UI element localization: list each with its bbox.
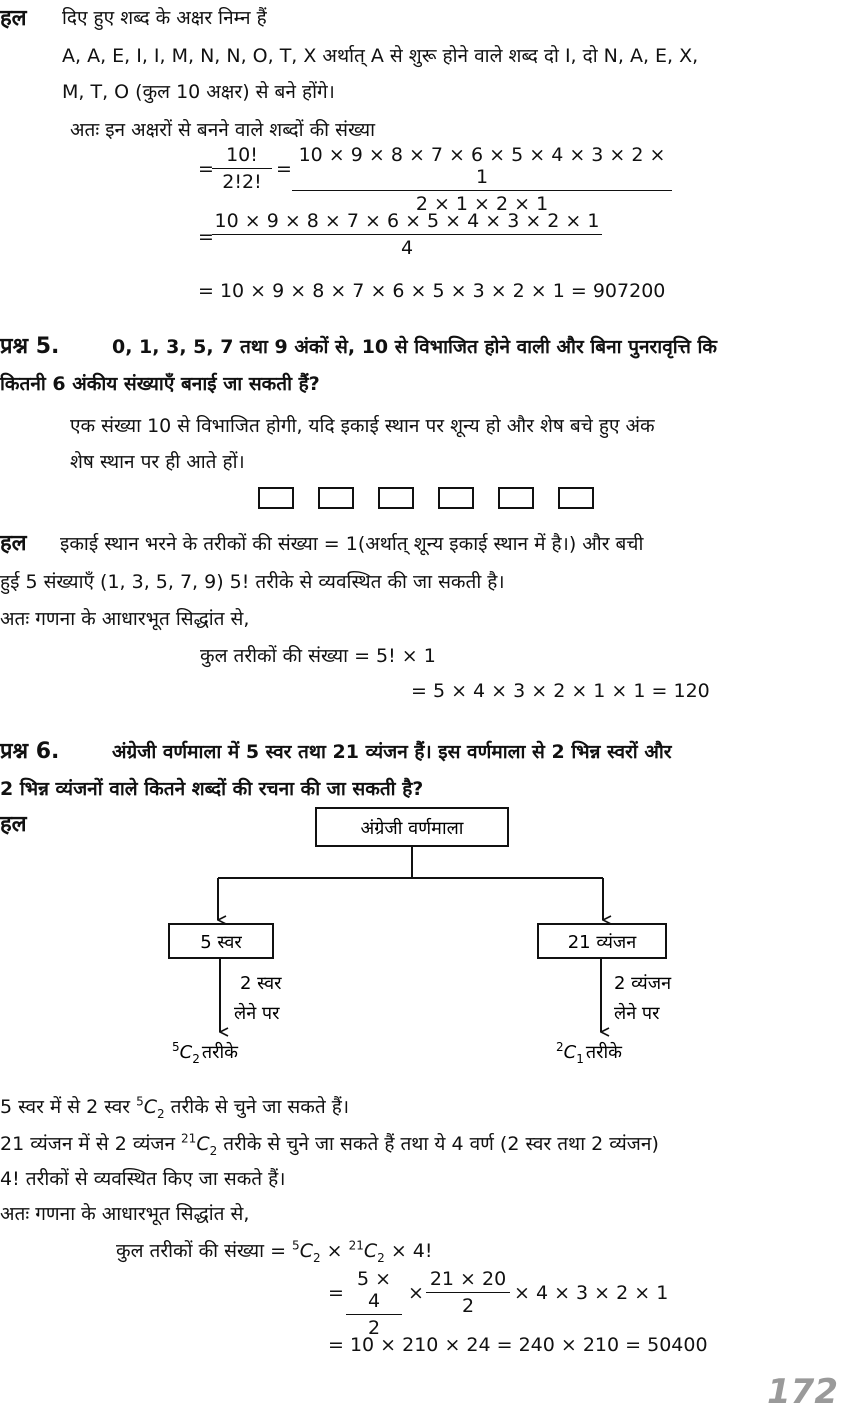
combination-label: $^5C_2$ तरीके bbox=[172, 1040, 238, 1066]
numerator: 10 × 9 × 8 × 7 × 6 × 5 × 4 × 3 × 2 × 1 bbox=[214, 210, 600, 232]
text-line: दिए हुए शब्द के अक्षर निम्न हैं bbox=[62, 7, 267, 29]
choose-label: लेने पर bbox=[234, 1003, 280, 1024]
text-line: अतः गणना के आधारभूत सिद्धांत से, bbox=[0, 1203, 250, 1225]
denominator: 2 bbox=[367, 1317, 381, 1339]
question-text: अंग्रेजी वर्णमाला में 5 स्वर तथा 21 व्यंजन हैं। इस वर्णमाला से 2 भिन्न स्वरों और bbox=[112, 741, 672, 763]
text-segment: 21 व्यंजन में से 2 व्यंजन bbox=[0, 1133, 182, 1155]
subscript: 2 bbox=[157, 1106, 165, 1121]
denominator: 2!2! bbox=[222, 171, 262, 193]
operator: × bbox=[320, 1240, 349, 1262]
equals-sign: = bbox=[198, 226, 214, 248]
text-segment: तरीके से चुने जा सकते हैं तथा ये 4 वर्ण (2 स्वर तथा 2 व्यंजन) bbox=[217, 1133, 659, 1155]
question-text: कितनी 6 अंकीय संख्याएँ बनाई जा सकती हैं? bbox=[0, 373, 320, 395]
text-segment: तरीके से चुने जा सकते हैं। bbox=[164, 1096, 350, 1118]
page-number: 172 bbox=[767, 1372, 838, 1412]
text-line bbox=[0, 1130, 659, 1158]
fraction bbox=[346, 1268, 402, 1339]
numerator: 10 × 9 × 8 × 7 × 6 × 5 × 4 × 3 × 2 × 1 bbox=[298, 144, 666, 188]
solution-label: हल bbox=[0, 531, 27, 556]
fraction-bar bbox=[426, 1292, 510, 1293]
choose-label: 2 स्वर bbox=[240, 973, 282, 994]
fraction bbox=[426, 1268, 510, 1317]
solution-label: हल bbox=[0, 812, 27, 837]
result-line: = 10 × 210 × 24 = 240 × 210 = 50400 bbox=[328, 1334, 708, 1356]
equals-sign: = bbox=[328, 1282, 344, 1304]
denominator: 2 × 1 × 2 × 1 bbox=[415, 193, 549, 215]
text-line: शेष स्थान पर ही आते हों। bbox=[70, 451, 245, 473]
text-line: हुई 5 संख्याएँ (1, 3, 5, 7, 9) 5! तरीके से व्यवस्थित की जा सकती है। bbox=[0, 571, 505, 593]
operator: × bbox=[408, 1282, 424, 1304]
text-line: इकाई स्थान भरने के तरीकों की संख्या = 1(अर्थात् शून्य इकाई स्थान में है।) और बची bbox=[60, 533, 644, 555]
question-label: प्रश्न 5. bbox=[0, 334, 60, 359]
subscript: 2 bbox=[209, 1143, 218, 1158]
choose-label: 2 व्यंजन bbox=[614, 973, 672, 994]
question-label: प्रश्न 6. bbox=[0, 739, 60, 764]
text-line: कुल तरीकों की संख्या = 5! × 1 bbox=[200, 645, 436, 667]
question-text: 0, 1, 3, 5, 7 तथा 9 अंकों से, 10 से विभाजित होने वाली और बिना पुनरावृत्ति कि bbox=[112, 336, 717, 358]
denominator: 4 bbox=[400, 237, 414, 259]
combination-symbol: C bbox=[143, 1096, 157, 1118]
question-text: 2 भिन्न व्यंजनों वाले कितने शब्दों की रचना की जा सकती है? bbox=[0, 778, 424, 800]
result-line: = 5 × 4 × 3 × 2 × 1 × 1 = 120 bbox=[411, 680, 710, 702]
numerator: 5 × 4 bbox=[356, 1268, 392, 1312]
text-line: अतः इन अक्षरों से बनने वाले शब्दों की संख्या bbox=[70, 119, 376, 141]
denominator: 2 bbox=[461, 1295, 475, 1317]
equals-sign: = bbox=[198, 158, 214, 180]
superscript: 5 bbox=[136, 1094, 144, 1109]
text-line bbox=[0, 1093, 349, 1121]
text-line: 4! तरीकों से व्यवस्थित किए जा सकते हैं। bbox=[0, 1168, 286, 1190]
superscript: 21 bbox=[181, 1131, 197, 1146]
superscript: 5 bbox=[292, 1238, 300, 1253]
text-line: अतः गणना के आधारभूत सिद्धांत से, bbox=[0, 608, 250, 630]
combination-symbol: C bbox=[363, 1240, 378, 1262]
text-line: M, T, O (कुल 10 अक्षर) से बने होंगे। bbox=[62, 81, 335, 103]
text-segment: 5 स्वर में से 2 स्वर bbox=[0, 1096, 137, 1118]
combination-label: $^2C_1$ तरीके bbox=[556, 1040, 622, 1066]
numerator: 21 × 20 bbox=[429, 1268, 507, 1290]
text-line: × 4 × 3 × 2 × 1 bbox=[514, 1282, 669, 1304]
result-line: = 10 × 9 × 8 × 7 × 6 × 5 × 3 × 2 × 1 = 907200 bbox=[198, 280, 666, 302]
text-line: A, A, E, I, I, M, N, N, O, T, X अर्थात् A से शुरू होने वाले शब्द दो I, दो N, A, E, X, bbox=[62, 45, 699, 67]
text-segment: × 4! bbox=[384, 1240, 433, 1262]
subscript: 2 bbox=[377, 1250, 385, 1265]
root-label: अंग्रेजी वर्णमाला bbox=[360, 818, 464, 839]
vowel-label: 5 स्वर bbox=[200, 932, 242, 953]
text-segment: कुल तरीकों की संख्या = bbox=[116, 1240, 293, 1262]
combination-symbol: C bbox=[299, 1240, 313, 1262]
subscript: 2 bbox=[312, 1250, 321, 1265]
combination-symbol: C bbox=[196, 1133, 210, 1155]
fraction-bar bbox=[346, 1314, 402, 1315]
superscript: 21 bbox=[348, 1238, 364, 1253]
text-line bbox=[116, 1237, 433, 1265]
choose-label: लेने पर bbox=[614, 1003, 660, 1024]
solution-label: हल bbox=[0, 6, 27, 31]
equals-sign: = bbox=[276, 158, 292, 180]
text-line: एक संख्या 10 से विभाजित होगी, यदि इकाई स्थान पर शून्य हो और शेष बचे हुए अंक bbox=[70, 415, 655, 437]
consonant-label: 21 व्यंजन bbox=[567, 932, 637, 953]
numerator: 10! bbox=[226, 144, 258, 166]
